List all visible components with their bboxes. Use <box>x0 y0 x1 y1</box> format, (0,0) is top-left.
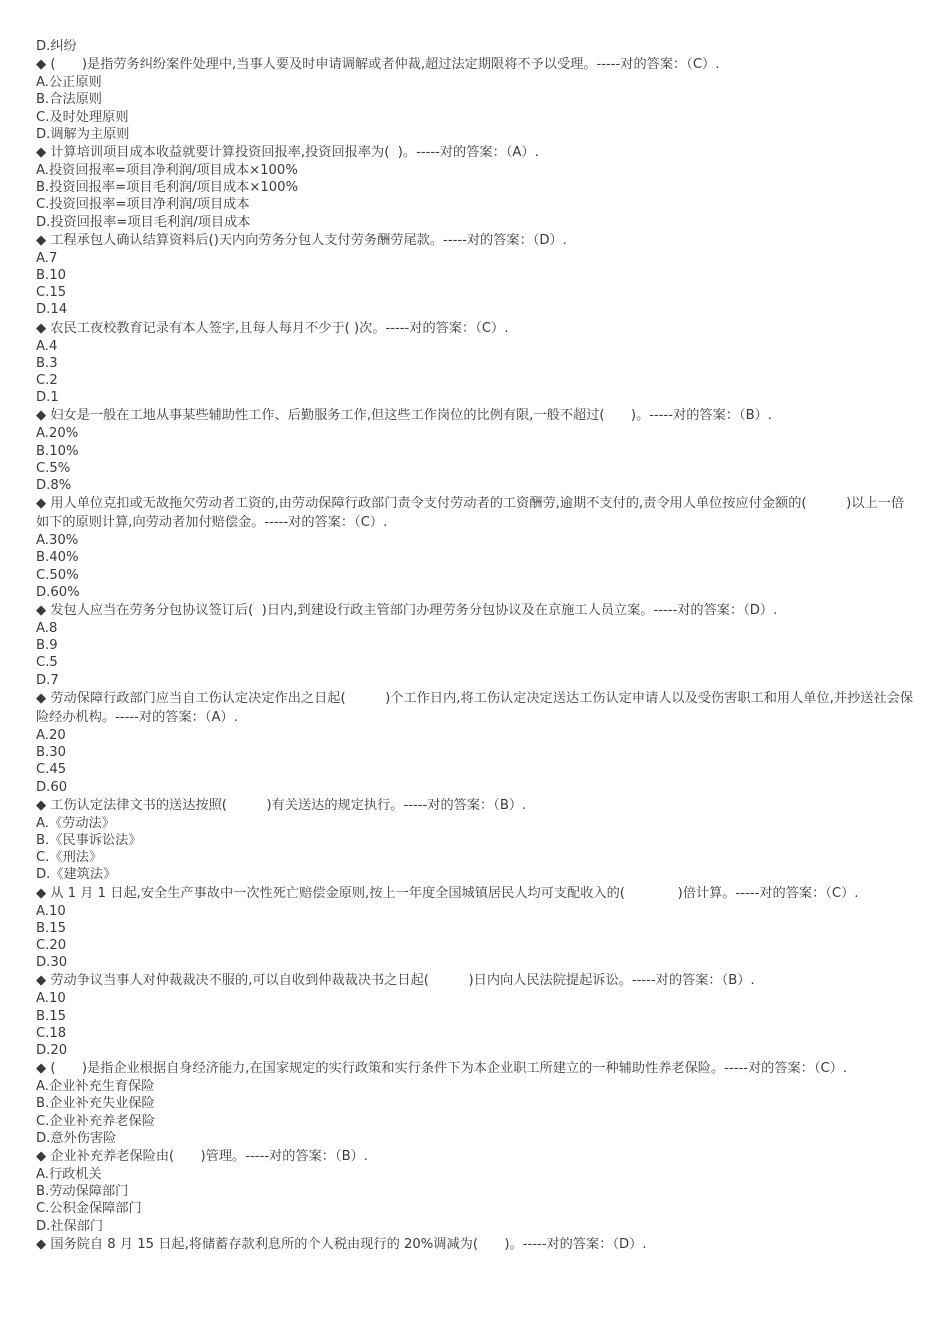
question-text: ◆ 劳动保障行政部门应当自工伤认定决定作出之日起( )个工作日内,将工伤认定决定送达工伤认定申请人以及受伤害职工和用人单位,并抄送社会保险经办机构。-----对的答案：（A）. <box>36 690 914 725</box>
answer-option: C.企业补充养老保险 <box>36 1113 155 1129</box>
answer-option: B.10% <box>36 443 79 459</box>
answer-option: D.7 <box>36 672 59 688</box>
answer-option: C.45 <box>36 762 67 778</box>
question-text: ◆ 发包人应当在劳务分包协议签订后( )日内,到建设行政主管部门办理劳务分包协议及在京施工人员立案。-----对的答案：（D）. <box>36 603 778 619</box>
answer-option: C.及时处理原则 <box>36 109 129 125</box>
answer-option: B.9 <box>36 638 58 654</box>
answer-option: D.投资回报率=项目毛利润/项目成本 <box>36 214 251 230</box>
answer-option: D.20 <box>36 1042 68 1058</box>
question-text: ◆ 从 1 月 1 日起,安全生产事故中一次性死亡赔偿金原则,按上一年度全国城镇居民人均可支配收入的( )倍计算。-----对的答案：（C）. <box>36 885 859 901</box>
answer-option: C.15 <box>36 285 67 301</box>
intro-option: D.纠纷 <box>36 39 77 54</box>
answer-option: C.20 <box>36 937 67 953</box>
answer-option: B.10 <box>36 268 67 284</box>
question-text: ◆ 企业补充养老保险由( )管理。-----对的答案：（B）. <box>36 1148 368 1164</box>
answer-option: D.意外伤害险 <box>36 1130 117 1146</box>
answer-option: B.《民事诉讼法》 <box>36 832 142 848</box>
question-text: ◆ 劳动争议当事人对仲裁裁决不服的,可以自收到仲裁裁决书之日起( )日内向人民法院提起诉讼。-----对的答案：（B）. <box>36 973 755 989</box>
answer-option: A.投资回报率=项目净利润/项目成本×100% <box>36 163 298 179</box>
answer-option: A.30% <box>36 533 79 549</box>
question-text: ◆ 国务院自 8 月 15 日起,将储蓄存款利息所的个人税由现行的 20%调减为( )。-----对的答案：（D）. <box>36 1236 647 1252</box>
answer-option: C.《刑法》 <box>36 850 103 866</box>
answer-option: A.20 <box>36 727 66 743</box>
question-text: ◆ 计算培训项目成本收益就要计算投资回报率,投资回报率为( )。-----对的答案：（A）. <box>36 145 539 161</box>
answer-option: B.企业补充失业保险 <box>36 1096 155 1112</box>
answer-option: B.投资回报率=项目毛利润/项目成本×100% <box>36 180 299 196</box>
answer-option: A.8 <box>36 621 58 637</box>
question-text: ◆ ( )是指企业根据自身经济能力,在国家规定的实行政策和实行条件下为本企业职工所建立的一种辅助性养老保险。-----对的答案：（C）. <box>36 1061 848 1077</box>
question-text: ◆ 妇女是一般在工地从事某些辅助性工作、后勤服务工作,但这些工作岗位的比例有限,一般不超过( )。-----对的答案：（B）. <box>36 408 772 424</box>
answer-option: C.5% <box>36 460 71 476</box>
answer-option: D.14 <box>36 302 68 318</box>
answer-option: D.8% <box>36 478 72 494</box>
answer-option: B.30 <box>36 745 67 761</box>
question-list <box>36 55 914 1254</box>
question-text: ◆ 工程承包人确认结算资料后()天内向劳务分包人支付劳务酬劳尾款。-----对的答案：（D）. <box>36 232 567 248</box>
answer-option: D.60% <box>36 584 80 600</box>
answer-option: B.15 <box>36 1008 67 1024</box>
answer-option: A.10 <box>36 991 66 1007</box>
answer-option: A.4 <box>36 338 58 354</box>
answer-option: B.15 <box>36 920 67 936</box>
answer-option: A.20% <box>36 426 79 442</box>
question-text: ◆ ( )是指劳务纠纷案件处理中,当事人要及时申请调解或者仲裁,超过法定期限将不予以受理。-----对的答案：（C）. <box>36 57 720 73</box>
answer-option: C.投资回报率=项目净利润/项目成本 <box>36 197 250 213</box>
question-text: ◆ 用人单位克扣或无故拖欠劳动者工资的,由劳动保障行政部门责令支付劳动者的工资酬劳,逾期不支付的,责令用人单位按应付金额的( )以上一倍如下的原则计算,向劳动者加付赔偿金。-----对的答案：（C）. <box>36 496 905 531</box>
answer-option: D.30 <box>36 955 68 971</box>
answer-option: B.40% <box>36 550 79 566</box>
answer-option: C.50% <box>36 567 79 583</box>
answer-option: B.合法原则 <box>36 92 102 108</box>
question-text: ◆ 工伤认定法律文书的送达按照( )有关送达的规定执行。-----对的答案：（B）. <box>36 797 527 813</box>
answer-option: D.《建筑法》 <box>36 867 117 883</box>
answer-option: B.3 <box>36 355 58 371</box>
answer-option: D.60 <box>36 779 68 795</box>
answer-option: A.公正原则 <box>36 75 102 91</box>
answer-option: A.企业补充生育保险 <box>36 1079 155 1095</box>
answer-option: D.社保部门 <box>36 1218 104 1234</box>
answer-option: C.18 <box>36 1025 67 1041</box>
answer-option: D.调解为主原则 <box>36 126 130 142</box>
answer-option: A.7 <box>36 250 58 266</box>
answer-option: B.劳动保障部门 <box>36 1184 129 1200</box>
answer-option: A.10 <box>36 903 66 919</box>
question-text: ◆ 农民工夜校教育记录有本人签字,且每人每月不少于( )次。-----对的答案：（C）. <box>36 320 509 336</box>
answer-option: C.公积金保障部门 <box>36 1201 142 1217</box>
answer-option: C.5 <box>36 655 58 671</box>
answer-option: A.《劳动法》 <box>36 815 115 831</box>
answer-option: C.2 <box>36 373 58 389</box>
answer-option: A.行政机关 <box>36 1166 102 1182</box>
answer-option: D.1 <box>36 390 59 406</box>
